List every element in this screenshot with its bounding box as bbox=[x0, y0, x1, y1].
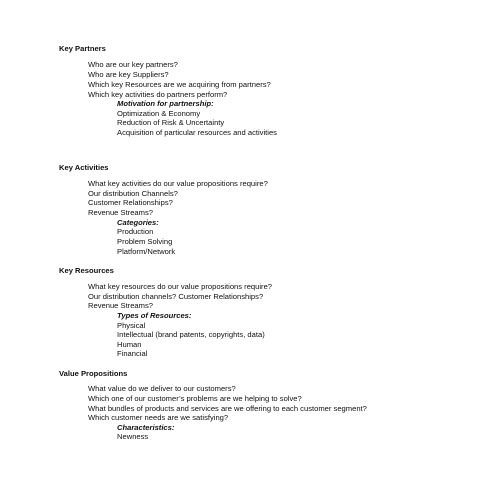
category-subheading: Motivation for partnership: bbox=[117, 99, 214, 108]
question-line: What key resources do our value propositions require? bbox=[88, 282, 273, 291]
question-line: What bundles of products and services are we offering to each customer segment? bbox=[88, 404, 367, 413]
question-line: Who are key Suppliers? bbox=[88, 70, 169, 79]
question-line: Revenue Streams? bbox=[88, 301, 154, 310]
category-subheading: Characteristics: bbox=[117, 423, 175, 432]
category-item: Problem Solving bbox=[117, 237, 173, 246]
question-line: Customer Relationships? bbox=[88, 198, 173, 207]
question-line: Our distribution Channels? bbox=[88, 189, 178, 198]
category-subheading: Categories: bbox=[117, 218, 159, 227]
category-item: Financial bbox=[117, 349, 148, 358]
question-line: Who are our key partners? bbox=[88, 60, 178, 69]
category-item: Human bbox=[117, 340, 142, 349]
category-item: Production bbox=[117, 227, 154, 236]
question-line: Our distribution channels? Customer Relationships? bbox=[88, 292, 264, 301]
category-item: Platform/Network bbox=[117, 247, 176, 256]
category-item: Intellectual (brand patents, copyrights, data) bbox=[117, 330, 265, 339]
category-item: Reduction of Risk & Uncertainty bbox=[117, 118, 225, 127]
question-line: Which customer needs are we satisfying? bbox=[88, 413, 229, 422]
question-line: Which key activities do partners perform? bbox=[88, 90, 228, 99]
question-line: Which key Resources are we acquiring from partners? bbox=[88, 80, 271, 89]
category-subheading: Types of Resources: bbox=[117, 311, 192, 320]
question-line: Which one of our customer’s problems are we helping to solve? bbox=[88, 394, 302, 403]
section-heading: Key Activities bbox=[59, 163, 109, 172]
section-heading: Key Partners bbox=[59, 44, 106, 53]
category-item: Optimization & Economy bbox=[117, 109, 201, 118]
question-line: Revenue Streams? bbox=[88, 208, 154, 217]
category-item: Physical bbox=[117, 321, 146, 330]
section-heading: Key Resources bbox=[59, 266, 114, 275]
section-heading: Value Propositions bbox=[59, 369, 128, 378]
question-line: What key activities do our value propositions require? bbox=[88, 179, 268, 188]
category-item: Acquisition of particular resources and activities bbox=[117, 128, 277, 137]
question-line: What value do we deliver to our customers? bbox=[88, 384, 236, 393]
category-item: Newness bbox=[117, 432, 149, 441]
